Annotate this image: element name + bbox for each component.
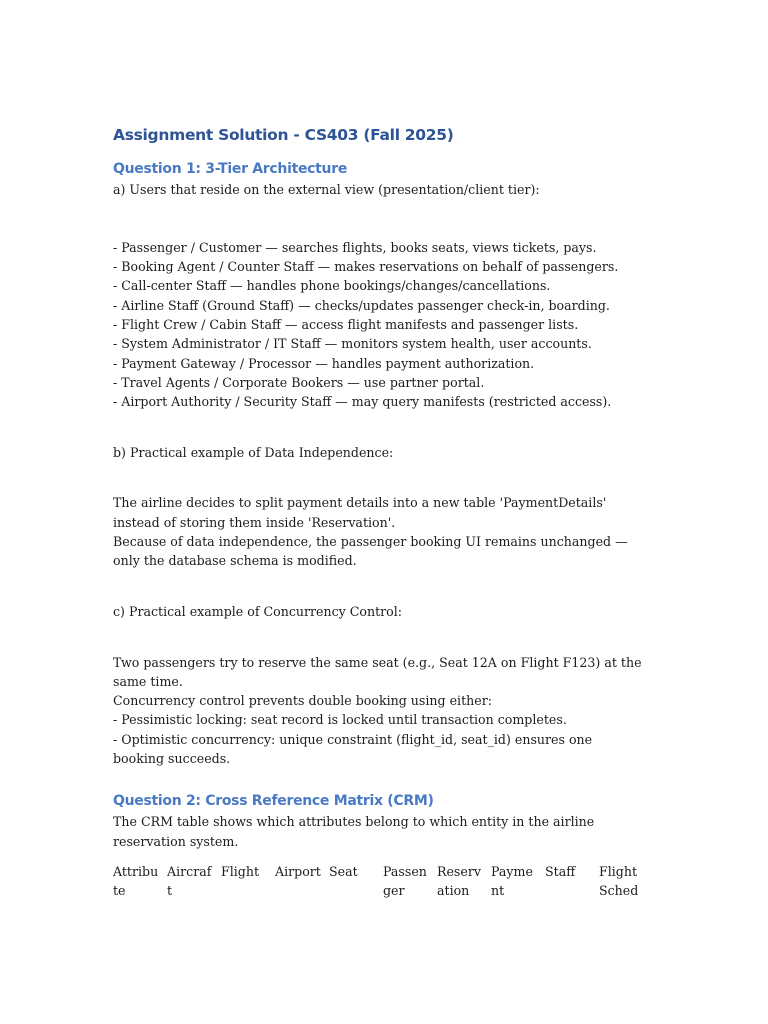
document-body	[113, 124, 643, 901]
table-header-cell: Seat	[329, 863, 358, 879]
table-header-cell: Staff	[545, 863, 576, 879]
table-header-cell: Aircraft	[167, 863, 212, 899]
part-c-text-1: Two passengers try to reserve the same seat (e.g., Seat 12A on Flight F123) at the same time.	[113, 654, 642, 689]
table-header-cell: Flight	[221, 863, 260, 879]
table-header-cell: Airport	[275, 863, 321, 879]
crm-intro: The CRM table shows which attributes belong to which entity in the airline reservation system.	[113, 814, 595, 849]
part-c-intro: c) Practical example of Concurrency Control:	[113, 603, 403, 619]
list-item: - Booking Agent / Counter Staff — makes reservations on behalf of passengers.	[113, 259, 619, 275]
part-a-intro: a) Users that reside on the external view (presentation/client tier):	[113, 182, 540, 197]
question-2-heading: Question 2: Cross Reference Matrix (CRM)	[113, 793, 434, 810]
list-item: - Call-center Staff — handles phone bookings/changes/cancellations.	[113, 278, 551, 294]
list-item: - Airport Authority / Security Staff — may query manifests (restricted access).	[113, 394, 612, 410]
list-item: - Airline Staff (Ground Staff) — checks/updates passenger check-in, boarding.	[113, 297, 610, 313]
part-c-text-3: - Pessimistic locking: seat record is locked until transaction completes.	[113, 712, 567, 728]
question-1-heading: Question 1: 3-Tier Architecture	[113, 161, 348, 177]
crm-table-header	[113, 862, 643, 901]
list-item: - Passenger / Customer — searches flights, books seats, views tickets, pays.	[113, 239, 597, 255]
document-title: Assignment Solution - CS403 (Fall 2025)	[113, 126, 454, 144]
table-header-cell: Flight Sched	[599, 863, 639, 899]
user-list	[113, 238, 643, 412]
part-b-text-1: The airline decides to split payment details into a new table 'PaymentDetails' instead of storing them inside 'Reservation'.	[113, 495, 607, 530]
table-header-cell: Payment	[491, 863, 533, 899]
part-b-text-2: Because of data independence, the passenger booking UI remains unchanged — only the database schema is modified.	[113, 534, 628, 569]
part-c-text-2: Concurrency control prevents double booking using either:	[113, 693, 492, 709]
table-header-cell: Attribute	[113, 863, 159, 899]
table-header-cell: Passenger	[383, 863, 427, 899]
table-header-cell: Reservation	[437, 863, 481, 899]
list-item: - Travel Agents / Corporate Bookers — use partner portal.	[113, 374, 485, 390]
list-item: - Payment Gateway / Processor — handles payment authorization.	[113, 355, 535, 371]
list-item: - Flight Crew / Cabin Staff — access flight manifests and passenger lists.	[113, 317, 579, 333]
list-item: - System Administrator / IT Staff — monitors system health, user accounts.	[113, 336, 592, 352]
part-c-text-4: - Optimistic concurrency: unique constraint (flight_id, seat_id) ensures one booking succeeds.	[113, 731, 593, 767]
part-b-intro: b) Practical example of Data Independence:	[113, 444, 394, 460]
